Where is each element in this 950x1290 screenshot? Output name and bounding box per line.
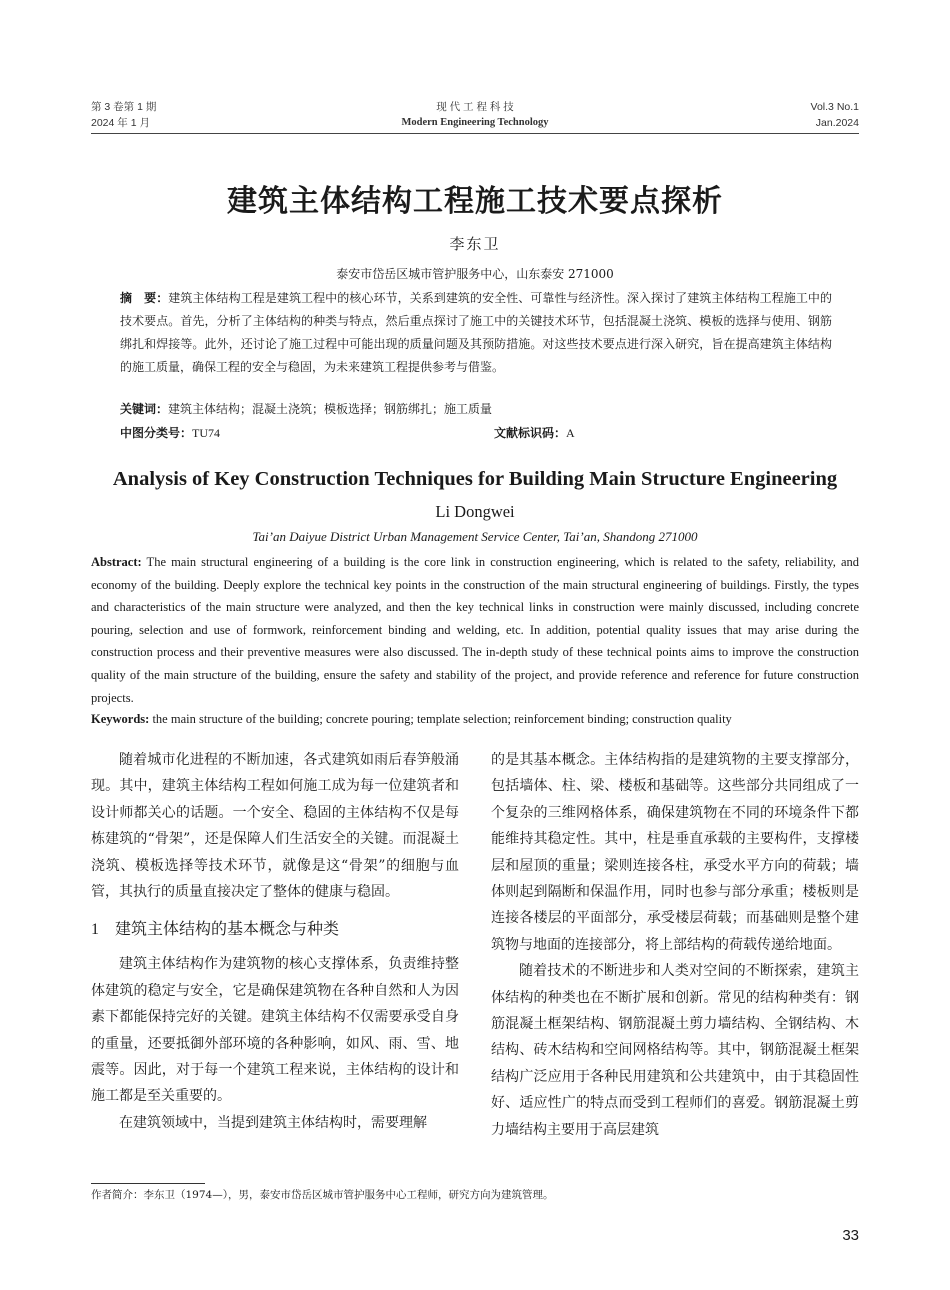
paper-title-cn: 建筑主体结构工程施工技术要点探析 <box>227 184 723 219</box>
affiliation-en: Tai’an Daiyue District Urban Management Service Center, Tai’an, Shandong 271000 <box>252 529 698 544</box>
keywords-en-label: Keywords: <box>91 712 150 726</box>
header-issue <box>91 99 156 131</box>
keywords-cn <box>120 399 832 419</box>
header-journal <box>300 99 650 131</box>
clc-label: 中图分类号： <box>120 426 193 440</box>
keywords-en <box>91 708 859 730</box>
author-footnote: 作者简介：李东卫（1974—），男，泰安市岱岳区城市管护服务中心工程师，研究方向为建筑管理。 <box>91 1189 554 1201</box>
affiliation-cn: 泰安市岱岳区城市管护服务中心，山东泰安 271000 <box>336 267 614 281</box>
author-cn: 李东卫 <box>449 235 501 253</box>
header-date: 2024 年 1 月 <box>91 117 150 129</box>
keywords-cn-label: 关键词： <box>120 402 169 416</box>
clc-number <box>120 423 220 443</box>
abstract-cn <box>120 287 832 379</box>
author-en: Li Dongwei <box>435 502 515 521</box>
intro-paragraph: 随着城市化进程的不断加速，各式建筑如雨后春笋般涌现。其中，建筑主体结构工程如何施工成为每一位建筑者和设计师都关心的话题。一个安全、稳固的主体结构不仅是每栋建筑的“骨架”，还是保障人们生活安全的关键。而混凝土浇筑、模板选择等技术环节，就像是这“骨架”的细胞与血管，其执行的质量直接决定了整体的健康与稳固。 <box>91 752 459 901</box>
header-rule <box>91 133 859 134</box>
clc-value: TU74 <box>192 426 221 440</box>
section-1-number: 1 <box>91 921 99 939</box>
abstract-en <box>91 551 859 709</box>
body-column-left <box>91 747 459 1136</box>
header-volume: 第 3 卷第 1 期 <box>91 101 157 113</box>
page-number: 33 <box>842 1227 859 1244</box>
abstract-en-text: The main structural engineering of a building is the core link in construction engineering, which is related to the safety, reliability, and economy of the building. Deeply explore the technical key points in the construction of the main structural engineering of buildings. Firstly, the types and characteristics of the main structure were analyzed, and then the key technical links in construction were mainly discussed, including concrete pouring, selection and use of formwork, reinforcement binding and welding, etc. In addition, potential quality issues that may arise during the construction process and their preventive measures were also discussed. The in-depth study of these technical points aims to improve the construction quality of the main structure of the building, ensure the safety and stability of the project, and provide reference and reference for future construction projects. <box>91 555 859 705</box>
paper-title-en: Analysis of Key Construction Techniques for Building Main Structure Engineering <box>112 468 838 490</box>
header-vol-date: Jan.2024 <box>815 117 859 129</box>
abstract-cn-label: 摘 要： <box>120 291 169 305</box>
keywords-en-text: the main structure of the building; concrete pouring; template selection; reinforcement binding; construction quality <box>149 712 732 726</box>
header-journal-en: Modern Engineering Technology <box>401 117 549 128</box>
section-1-paragraph-3: 随着技术的不断进步和人类对空间的不断探索，建筑主体结构的种类也在不断扩展和创新。常见的结构种类有：钢筋混凝土框架结构、钢筋混凝土剪力墙结构、全钢结构、木结构、砖木结构和空间网格结构等。其中，钢筋混凝土框架结构广泛应用于各种民用建筑和公共建筑中，由于其稳固性好、适应性广的特点而受到工程师们的喜爱。钢筋混凝土剪力墙结构主要用于高层建筑 <box>491 963 859 1138</box>
doc-code-value: A <box>566 426 575 440</box>
header-vol-no: Vol.3 No.1 <box>810 101 859 113</box>
section-1-paragraph-1: 建筑主体结构作为建筑物的核心支撑体系，负责维持整体建筑的稳定与安全，它是确保建筑物在各种自然和人为因素下都能保持完好的关键。建筑主体结构不仅需要承受自身的重量，还要抵御外部环境的各种影响，如风、雨、雪、地震等。因此，对于每一个建筑工程来说，主体结构的设计和施工都是至关重要的。 <box>91 956 459 1105</box>
abstract-cn-text: 建筑主体结构工程是建筑工程中的核心环节，关系到建筑的安全性、可靠性与经济性。深入探讨了建筑主体结构工程施工中的技术要点。首先，分析了主体结构的种类与特点，然后重点探讨了施工中的关键技术环节，包括混凝土浇筑、模板的选择与使用、钢筋绑扎和焊接等。此外，还讨论了施工过程中可能出现的质量问题及其预防措施。对这些技术要点进行深入研究，旨在提高建筑主体结构的施工质量，确保工程的安全与稳固，为未来建筑工程提供参考与借鉴。 <box>120 291 832 374</box>
section-1-paragraph-2-cont: 的是其基本概念。主体结构指的是建筑物的主要支撑部分，包括墙体、柱、梁、楼板和基础等。这些部分共同组成了一个复杂的三维网格体系，确保建筑物在不同的环境条件下都能维持其稳定性。其中，柱是垂直承载的主要构件，支撑楼层和屋顶的重量；梁则连接各柱，承受水平方向的荷载；墙体则起到隔断和保温作用，同时也参与部分承重；楼板则是连接各楼层的平面部分，承受楼层荷载；而基础则是整个建筑物与地面的连接部分，将上部结构的荷载传递给地面。 <box>491 752 859 953</box>
section-1-heading <box>91 916 459 943</box>
abstract-en-label: Abstract: <box>91 555 142 569</box>
doc-code-label: 文献标识码： <box>494 426 567 440</box>
header-vol <box>811 99 859 131</box>
section-1-paragraph-2: 在建筑领域中，当提到建筑主体结构时，需要理解 <box>119 1114 427 1131</box>
keywords-cn-text: 建筑主体结构；混凝土浇筑；模板选择；钢筋绑扎；施工质量 <box>168 402 493 416</box>
section-1-title: 建筑主体结构的基本概念与种类 <box>115 919 340 939</box>
footnote-rule <box>91 1183 205 1184</box>
header-journal-cn: 现 代 工 程 科 技 <box>436 101 514 113</box>
body-column-right <box>491 747 859 1143</box>
document-code <box>494 423 575 443</box>
